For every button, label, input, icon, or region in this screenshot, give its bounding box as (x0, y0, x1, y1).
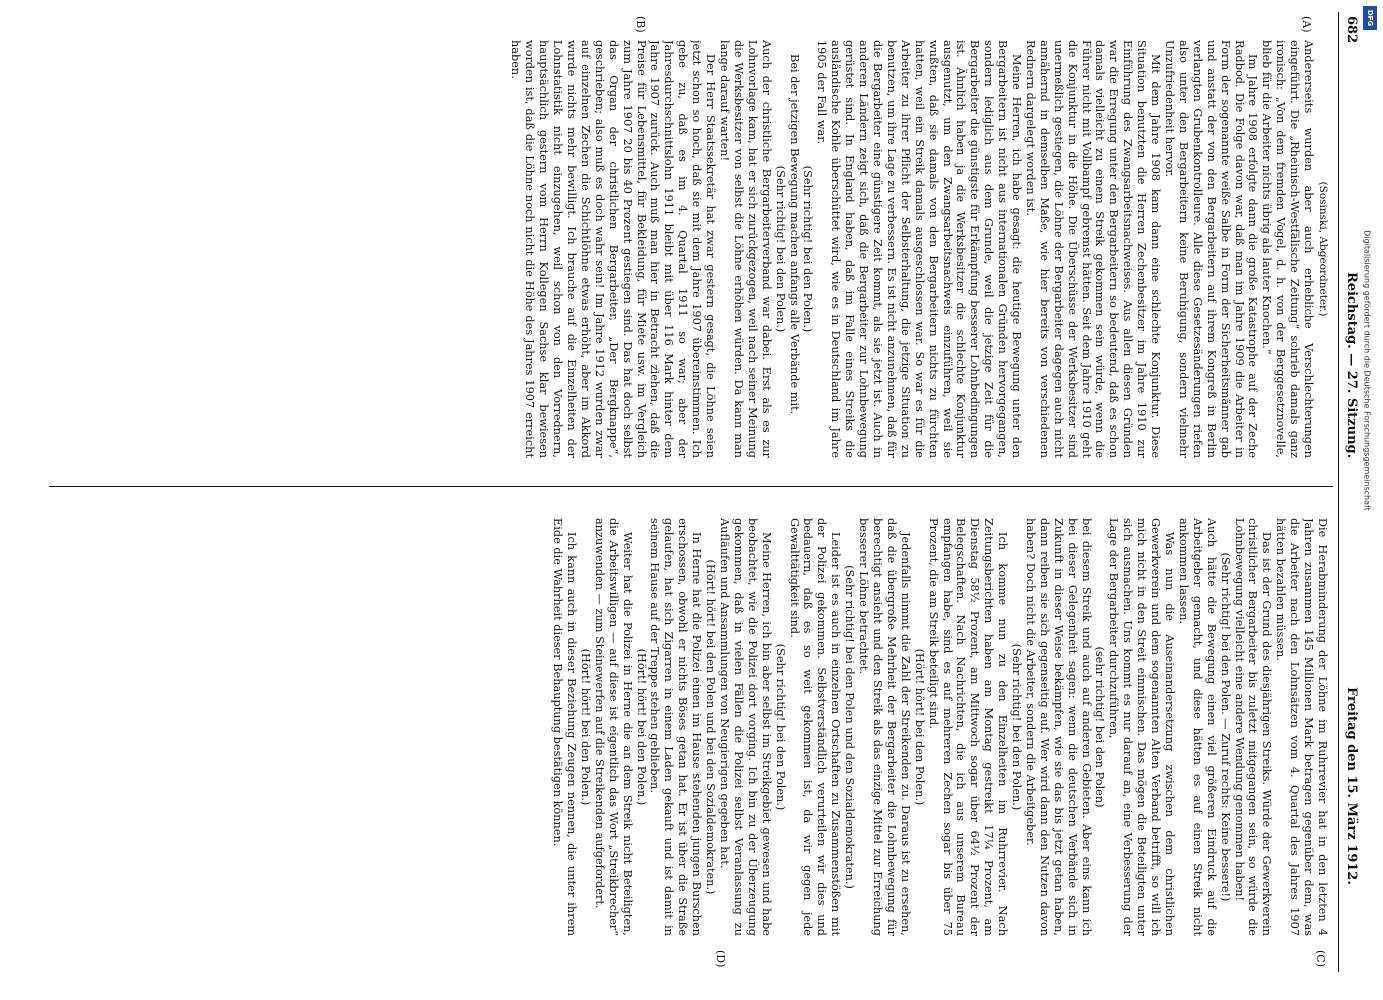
interjection: (Hört! hört! bei den Polen und bei den Sozialdemokraten.) (704, 559, 718, 895)
interjection: (Sehr richtig! bei den Polen und den Sozialdemokraten.) (843, 565, 857, 889)
interjection: (Hört! hört! bei den Polen.) (578, 648, 592, 806)
paragraph: Mit dem Jahre 1908 kam dann eine schlechte Konjunktur. Diese Situation benutzten die Herren Zechenbesitzer im Jahre 1910 zur Einführung des Zwangsarbeitsnachweises. Aus allen diesen Gründen war die Erregung unter den Bergarbeitern so bedeutend, daß es schon damals vielleicht zu einem Streik gekommen sein würde, wenn die Führer nicht mit Vollbampf gebremst hätten. Seit dem Jahre 1910 geht die Konjunktur in die Höhe. Die Überschüsse der Werksbesitzer sind unermeßlich gestiegen, die Löhne der Bergarbeiter dagegen auch nicht annähernd in demselben Maße, wie hier bereits von verschiedenen Rednern dargelegt worden ist. (1023, 40, 1163, 458)
digitization-credit-strip (1363, 6, 1377, 986)
margin-letter-a: (A) (1300, 16, 1313, 33)
interjection: (Hört! hört! bei den Polen.) (634, 648, 648, 806)
paragraph: Meine Herren, ich bin aber selbst im Streikgebiet gewesen und habe beobachtet, wie die Polizei dort vorging. Ich bin zu der Überzeugung gekommen, daß in vielen Fällen die Polizei selbst Veranlassung zu Aufläufen und Ansammlungen von Neugierigen gegeben hat. (718, 518, 773, 936)
column-divider (49, 486, 1333, 487)
paragraph: Auch der christliche Bergarbeiterverband war dabei. Erst als es zur Lohnvorlage kam, hat er sich zurückgezogen, weil nach seiner Meinung die Werksbesitzer von selbst die Löhne erhöhen würden. Da kann man lange darauf warten! (718, 40, 773, 458)
margin-letter-b: (B) (634, 16, 647, 33)
paragraph: Ich kann auch in dieser Beziehung Zeugen nennen, die unter ihrem Eide die Wahrheit dieser Behauptung bestätigen können. (551, 518, 579, 936)
interjection: (Sehr richtig! bei den Polen.) (773, 165, 787, 333)
dfg-logo-text: DFG (1366, 9, 1374, 27)
interjection: (Hört! hört! bei den Polen.) (912, 648, 926, 806)
interjection: (Sehr richtig! bei den Polen. — Zuruf rechts: Keine bessere!) (1218, 552, 1232, 902)
paragraph: Das ist der Grund des diesjährigen Streiks. Würde der Gewerkverein christlicher Bergarbeiter bis zuletzt mitgegangen sein, so würde die Lohnbewegung vielleicht eine andere Wendung genommen haben! (1232, 518, 1274, 936)
paragraph: Jedenfalls nimmt die Zahl der Streikenden zu. Daraus ist zu ersehen, daß die übergroße Mehrheit der Bergarbeiter die Lohnbewegung für berechtigt ansieht und den Streik als das einzige Mittel zur Erreichung besserer Löhne betrachtet. (857, 518, 912, 936)
interjection: (sehr richtig! bei den Polen) (1093, 646, 1107, 808)
speaker-line: (Sosinski, Abgeordneter.) (1317, 181, 1329, 317)
interjection: (Sehr richtig! bei den Polen.) (1010, 643, 1024, 811)
paragraph: Der Herr Staatssekretär hat zwar gestern gesagt, die Löhne seien jetzt schon so hoch, daß sie mit dem Jahre 1907 übereinstimmen. Ich gebe zu, daß es im 4. Quartal 1911 so war; aber der Jahresdurchschnittslohn 1911 bleibt mit über 116 Mark hinter dem Jahre 1907 zurück. Auch muß man hier in Betracht ziehen, daß die Preise für Lebensmittel, für Bekleidung, für Miete usw. im Vergleich zum Jahre 1907 20 bis 40 Prozent gestiegen sind. Das hat doch selbst das Organ der christlichen Bergarbeiter, „Der Bergknappe“, geschrieben; also muß es doch wahr sein! Im Jahre 1912 wurden zwar auf einzelnen Zechen die Schichtlöhne etwas erhöht, aber im Akkord wurde nichts mehr bewilligt. Ich brauche auf die Einzelheiten der Lohnstatistik nicht einzugehen, weil schon von den Vorrednern, hauptsächlich gestern vom Herrn Kollegen Sachse klar bewiesen worden ist, daß die Löhne noch nicht die Höhe des Jahres 1907 erreicht haben. (509, 40, 718, 458)
header-rule (1338, 12, 1339, 972)
interjection: (Sehr richtig! bei den Polen.) (801, 165, 815, 333)
margin-letter-c: (C) (1314, 950, 1327, 967)
digitization-credit: Digitalisierung gefördert durch die Deutsche Forschungsgemeinschaft (1362, 230, 1372, 511)
rotated-document-page (45, 12, 1363, 972)
running-header (1337, 12, 1363, 972)
paragraph: In Herne hat die Polizei einen im Hause stehenden jungen Burschen erschossen, obwohl er nichts Böses getan hat. Er ist über die Straße gelaufen, hat sich Zigarren in einem Laden gekauft und ist damit in seinem Hause auf der Treppe stehen geblieben. (648, 518, 704, 936)
paragraph: Bei der jetzigen Bewegung machen anfangs alle Verbände mit. (787, 54, 801, 415)
margin-letter-d: (D) (714, 950, 727, 968)
paragraph: Leider ist es auch in einzelnen Ortschaften zu Zusammenstößen mit der Polizei gekommen. Selbstverständlich verurteilen wir dies und bedauern, daß es so weit gekommen ist, da wir gegen jede Gewalttätigkeit sind. (787, 518, 843, 936)
paragraph: Andererseits wurden aber auch erhebliche Verschlechterungen eingeführt. Die „Rheinisch-Westfälische Zeitung“ schrieb damals ganz ironisch: „Von dem fremden Vogel, d. h. von der Berggesetznovelle, blieb für die Arbeiter nichts übrig als lauter Knochen.“ (1260, 40, 1316, 458)
paragraph: Auch hätte die Bewegung einen viel größeren Eindruck auf die Arbeitgeber gemacht, und diese hätten es auf einen Streik nicht ankommen lassen. (1176, 518, 1218, 936)
sitting-title: Reichstag. — 27. Sitzung. (1344, 272, 1359, 459)
paragraph: Meine Herren, ich habe gesagt: die heutige Bewegung unter den Bergarbeitern ist nicht aus internationalen Gründen hervorgegangen, sondern lediglich aus dem Grunde, weil die jetzige Zeit für die Bergarbeiter die günstigste für Erkämpfung besserer Lohnbedingungen ist. Ähnlich haben ja die Werksbesitzer die schlechte Konjunktur ausgenutzt, um den Zwangsarbeitsnachweis einzuführen, weil sie wußten, daß sie damals von den Bergarbeitern nichts zu fürchten hatten, weil ein Streik damals ausgeschlossen war. So war es für die Arbeiter zu ihrer Pflicht der Selbsterhaltung, die jetzige Situation zu benutzen, um ihre Lage zu verbessern. Es ist nicht anzunehmen, daß für die Bergarbeiter eine günstigere Zeit kommt, als sie jetzt ist. Auch in anderen Ländern zeigt sich, daß die Bergarbeiter zur Lohnbewegung gerüstet sind. In England haben, daß im Falle eines Streiks die ausländische Kohle überschüttet wird, wie es in Deutschland im Jahre 1905 der Fall war. (815, 40, 1024, 458)
paragraph: Die Herabminderung der Löhne im Ruhrrevier hat in den letzten 4 Jahren zusammen 145 Millionen Mark betragen gegenüber dem, was die Arbeiter nach den Lohnsätzen vom 4. Quartal des Jahres 1907 hätten bezahlen müssen. (1274, 518, 1329, 936)
paragraph: Was nun die Auseinandersetzung zwischen dem christlichen Gewerkverein und dem sogenannten Alten Verband betrifft, so will ich mich nicht in den Streit einmischen. Das mögen die Beteiligten unter sich ausmachen. Uns kommt es nur darauf an, eine Verbesserung der Lage der Bergarbeiter durchzuführen, (1107, 518, 1177, 936)
paragraph: Im Jahre 1908 erfolgte dann die große Katastrophe auf der Zeche Radbod. Die Folge davon war, daß man im Jahre 1909 die Arbeiter in Form der sogenannte weiße Salbe in Form der Sicherheitsmänner gab und anstatt der von den Bergarbeitern auf ihrem Kongreß in Berlin verlangten Grubenkontrolleure. Alle diese Gesetzesänderungen riefen also unter den Bergarbeitern keine Beruhigung, sondern vielmehr Unzufriedenheit hervor. (1163, 40, 1260, 458)
paragraph: bei diesem Streik und auch auf anderen Gebieten. Aber eins kann ich bei dieser Gelegenheit sagen: wenn die deutschen Verbände sich in Zukunft in dieser Weise bekämpfen, wie sie das bis jetzt getan haben, dann reiben sie sich gegenseitig auf. Wer wird dann den Nutzen davon haben? Doch nicht die Arbeiter, sondern die Arbeitgeber. (1023, 518, 1093, 936)
paragraph: Weiter hat die Polizei in Herne die an dem Streik nicht Beteiligten, die Arbeitswilligen — auf diese ist eigentlich das Wort „Streikbrecher“ anzuwenden — zum Steinewerfen auf die Streikenden aufgefordert. (592, 518, 634, 936)
session-date: Freitag den 15. März 1912. (1344, 687, 1359, 885)
paragraph: Ich komme nun zu den Einzelheiten im Ruhrrevier. Nach Zeitungsberichten haben am Montag gestreikt 17¼ Prozent, am Dienstag 58½ Prozent, am Mittwoch sogar über 64½ Prozent der Belegschaften. Nach Nachrichten, die ich aus unserem Bureau empfangen habe, sind es auf mehreren Zechen sogar bis über 75 Prozent, die am Streik beteiligt sind. (926, 518, 1010, 936)
dfg-logo (1363, 6, 1377, 30)
left-column (51, 40, 1329, 458)
interjection: (Sehr richtig! bei den Polen.) (773, 643, 787, 811)
right-column (51, 518, 1329, 936)
page-number: 682 (1344, 16, 1359, 44)
